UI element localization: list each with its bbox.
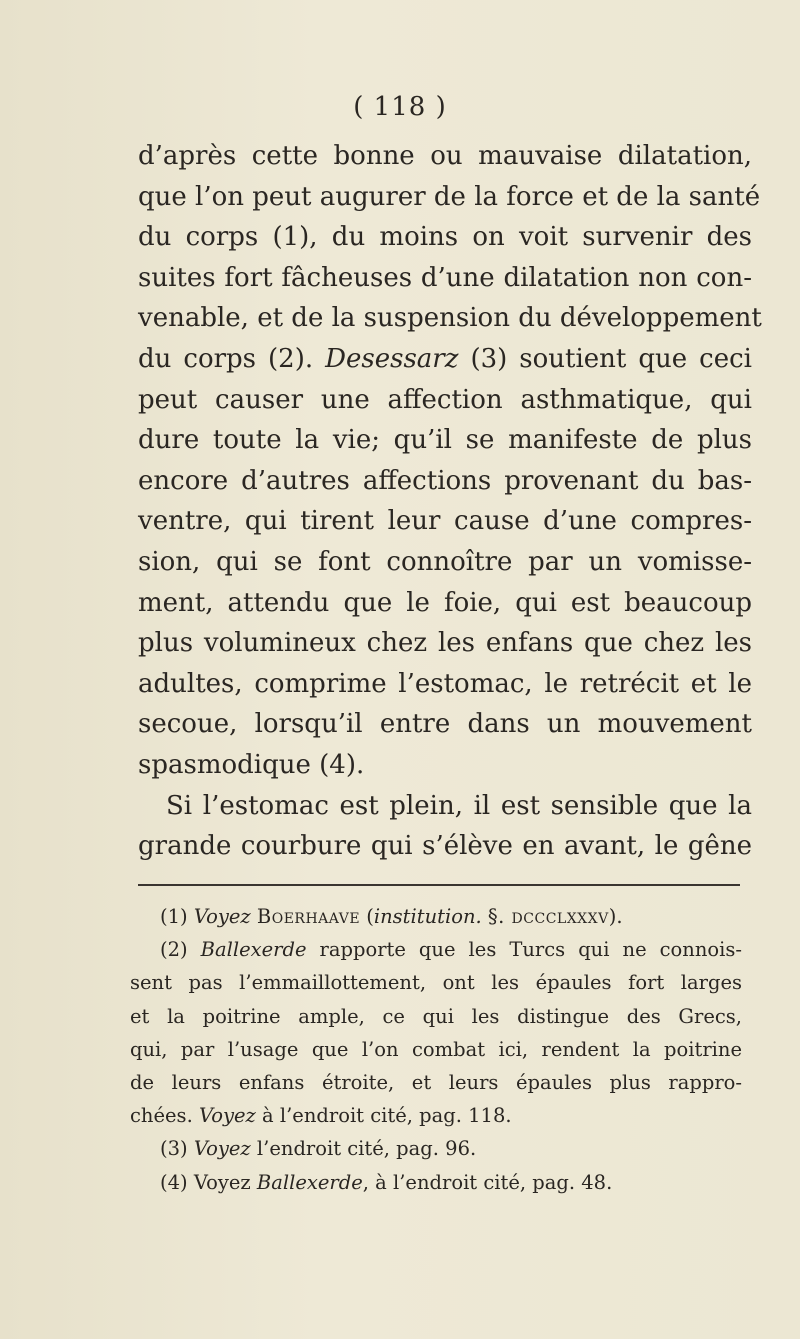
footnote-2 [130,933,742,966]
author-name-italic: Desessarz [325,343,459,374]
footnote-section: §. dccclxxxv [487,905,609,928]
main-text [138,136,762,867]
text-line: plus volumineux chez les enfans que chez les [138,628,752,659]
text-line: Si l’estomac est plein, il est sensible que la [166,790,752,821]
footnote-text: à l’endroit cité, pag. 118. [262,1104,512,1128]
text-line: adultes, comprime l’estomac, le retrécit et le [138,668,752,699]
footnote-marker: (2) [160,938,188,962]
footnote-voyez: Voyez [198,1104,256,1128]
text-line: dure toute la vie; qu’il se manifeste de plus [138,425,752,456]
footnote-author-italic: Ballexerde [200,938,307,962]
text-line: spasmodique (4). [138,749,365,780]
footnote-author-italic: Ballexerde [256,1170,363,1194]
footnote-line: de leurs enfans étroite, et leurs épaules plus rappro- [130,1070,742,1094]
footnote-4 [130,1166,742,1199]
text-line: ventre, qui tirent leur cause d’une compres- [138,506,752,537]
text-line: suites fort fâcheuses d’une dilatation non con- [138,262,752,293]
text-fragment: (3) soutient que ceci [470,343,752,374]
text-line: grande courbure qui s’élève en avant, le gêne [138,831,752,862]
footnote-line: sent pas l’emmaillottement, ont les épaules fort larges [130,971,742,995]
text-line: secoue, lorsqu’il entre dans un mouvement [138,709,752,740]
footnote-work: institution. [373,905,482,928]
footnote-line [130,1099,742,1132]
footnote-marker: (1) [160,905,188,928]
footnote-marker: (3) [160,1137,188,1161]
footnotes [130,900,742,1199]
footnote-text: chées. [130,1104,193,1128]
footnote-1 [130,900,742,933]
footnote-separator [138,884,740,886]
page-number-header: ( 118 ) [353,92,447,122]
text-line: que l’on peut augurer de la force et de la santé [138,181,761,212]
footnote-voyez: Voyez [193,1137,251,1161]
text-line: sion, qui se font connoître par un vomisse- [138,546,752,577]
footnote-paren: ). [608,905,623,928]
footnote-line: qui, par l’usage que l’on combat ici, rendent la poitrine [130,1037,742,1061]
footnote-3 [130,1132,742,1165]
footnote-text: , à l’endroit cité, pag. 48. [362,1170,613,1194]
text-line: d’après cette bonne ou mauvaise dilatation, [138,141,752,171]
footnote-author: Boerhaave [256,905,361,928]
footnote-text: l’endroit cité, pag. 96. [256,1137,477,1161]
text-line [138,339,752,380]
footnote-paren: ( [366,905,374,928]
text-line: encore d’autres affections provenant du bas- [138,465,752,496]
text-fragment: du corps (2). [138,343,314,374]
footnote-text: rapporte que les Turcs qui ne connois- [319,938,742,962]
footnote-voyez: Voyez [193,905,251,928]
footnote-marker: (4) [160,1170,188,1194]
footnote-line: et la poitrine ample, ce qui les distingue des Grecs, [130,1004,742,1028]
text-line: peut causer une affection asthmatique, qui [138,384,752,415]
text-line: ment, attendu que le foie, qui est beaucoup [138,587,752,618]
footnote-text: Voyez [193,1170,251,1194]
text-line: venable, et de la suspension du développement [138,303,762,334]
text-line: du corps (1), du moins on voit survenir des [138,222,752,253]
